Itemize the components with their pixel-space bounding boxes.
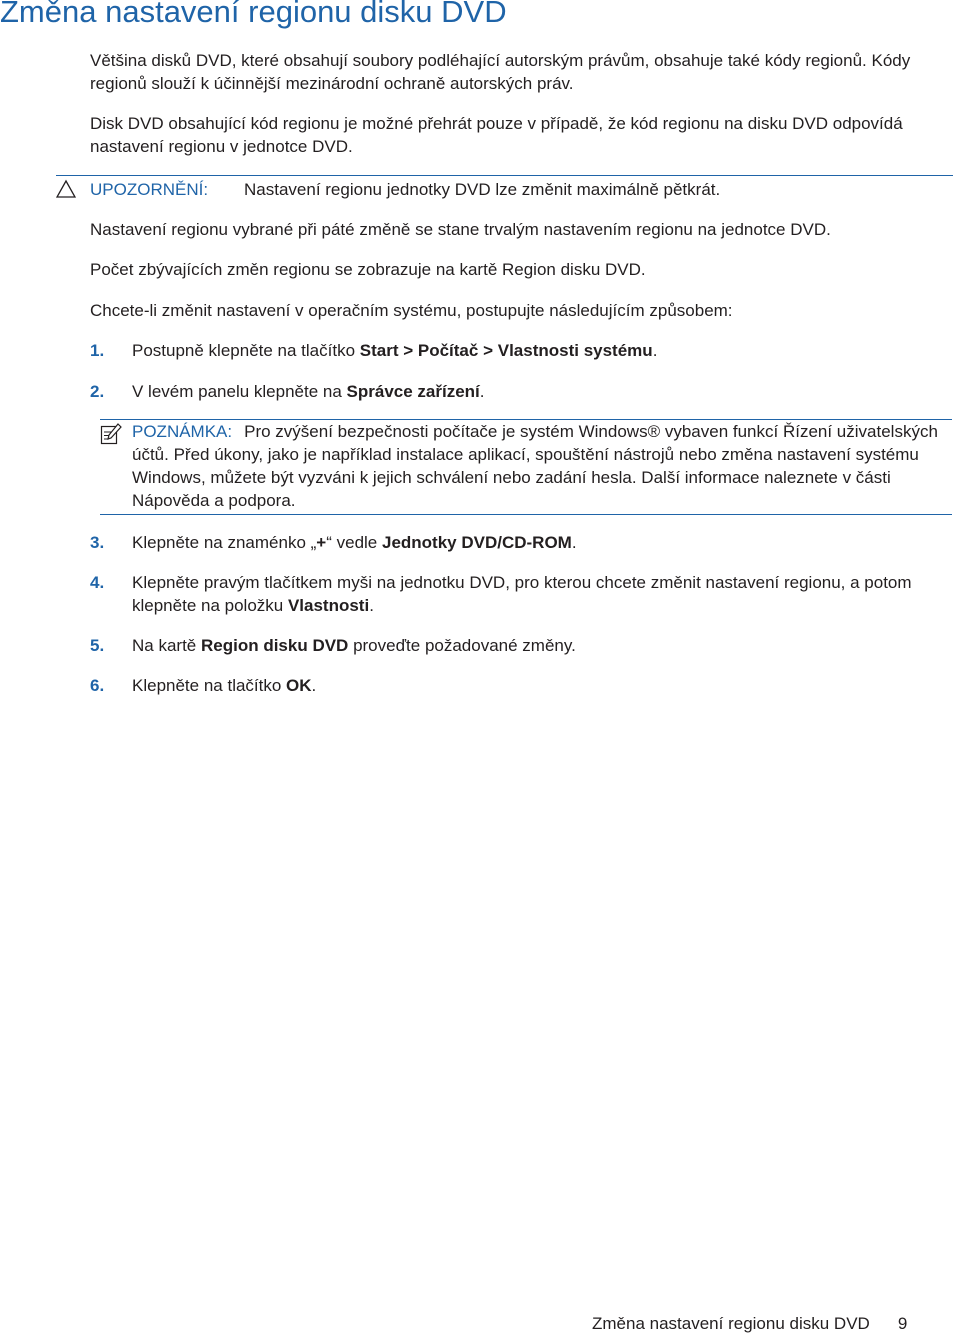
computer-ref: Počítač bbox=[417, 341, 479, 360]
note-label: POZNÁMKA: bbox=[132, 422, 233, 441]
page-footer bbox=[592, 1312, 907, 1335]
step-number: 6. bbox=[90, 676, 105, 695]
step-1: 1. Postupně klepněte na tlačítko Start > Počítač > Vlastnosti systému. bbox=[90, 341, 658, 360]
device-manager-ref: Správce zařízení bbox=[346, 382, 480, 401]
step-number: 1. bbox=[90, 341, 105, 360]
step-2: 2. V levém panelu klepněte na Správce zařízení. bbox=[90, 382, 485, 401]
properties-ref: Vlastnosti bbox=[287, 596, 370, 615]
step-3: 3. Klepněte na znaménko „+“ vedle Jednotky DVD/CD-ROM. bbox=[90, 533, 577, 552]
page-title: Změna nastavení regionu disku DVD bbox=[0, 0, 507, 29]
warning-triangle-icon bbox=[56, 179, 76, 199]
note-text: Pro zvýšení bezpečnosti počítače je systém Windows® vybaven funkcí Řízení uživatelských účtů. Před úkony, jako je například instalace aplikací, spouštění nástrojů nebo změna nastavení systému Windows, můžete být vyzváni k jejich schválení nebo zadání hesla. Další informace naleznete v části Nápověda a podpora. bbox=[132, 422, 938, 510]
step-number: 2. bbox=[90, 382, 105, 401]
step-number: 4. bbox=[90, 573, 105, 592]
intro-paragraph-1: Většina disků DVD, které obsahují soubory podléhající autorským právům, obsahuje také kódy regionů. Kódy regionů slouží k účinnější mezinárodní ochraně autorských práv. bbox=[90, 51, 911, 93]
paragraph-permanent: Nastavení regionu vybrané při páté změně se stane trvalým nastavením regionu na jednotce DVD. bbox=[90, 220, 831, 239]
note-box bbox=[100, 419, 952, 515]
step-6: 6. Klepněte na tlačítko OK. bbox=[90, 676, 317, 695]
plus-sign-ref: + bbox=[316, 533, 327, 552]
step-number: 5. bbox=[90, 636, 105, 655]
footer-title: Změna nastavení regionu disku DVD bbox=[592, 1314, 870, 1333]
dvd-region-tab-ref: Region disku DVD bbox=[200, 636, 349, 655]
caution-label: UPOZORNĚNÍ: bbox=[90, 180, 209, 199]
dvd-drives-ref: Jednotky DVD/CD-ROM bbox=[381, 533, 572, 552]
paragraph-remaining: Počet zbývajících změn regionu se zobrazuje na kartě Region disku DVD. bbox=[90, 260, 646, 279]
ok-ref: OK bbox=[286, 676, 312, 695]
step-5: 5. Na kartě Region disku DVD proveďte požadované změny. bbox=[90, 636, 576, 655]
step-4: 4. Klepněte pravým tlačítkem myši na jednotku DVD, pro kterou chcete změnit nastavení regionu, a potom klepněte na položku Vlastnosti. bbox=[90, 573, 912, 615]
caution-text: Nastavení regionu jednotky DVD lze změnit maximálně pětkrát. bbox=[244, 180, 721, 199]
step-number: 3. bbox=[90, 533, 105, 552]
note-pencil-icon bbox=[100, 423, 122, 445]
caution-box bbox=[56, 175, 953, 204]
system-properties-ref: Vlastnosti systému bbox=[497, 341, 653, 360]
paragraph-instructions: Chcete-li změnit nastavení v operačním systému, postupujte následujícím způsobem: bbox=[90, 301, 733, 320]
intro-paragraph-2: Disk DVD obsahující kód regionu je možné přehrát pouze v případě, že kód regionu na disku DVD odpovídá nastavení regionu v jednotce DVD. bbox=[90, 114, 903, 156]
start-ref: Start bbox=[359, 341, 399, 360]
page-number: 9 bbox=[897, 1314, 908, 1333]
